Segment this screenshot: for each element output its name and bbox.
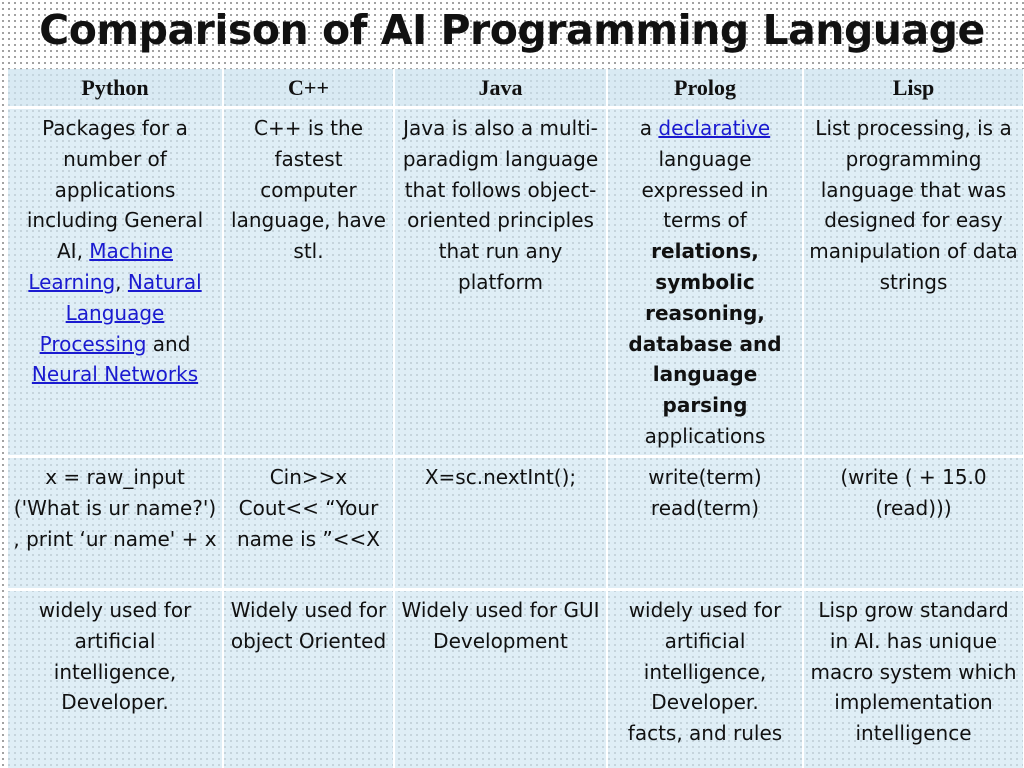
- prolog-syntax-line-2: read(term): [650, 495, 760, 520]
- cell-cpp-usage: Widely used for object Oriented: [223, 590, 394, 768]
- cell-java-syntax: X=sc.nextInt();: [394, 457, 607, 590]
- column-header-prolog: Prolog: [607, 69, 803, 108]
- cell-lisp-features: List processing, is a programming language that was designed for easy manipulation of data strings: [803, 108, 1024, 457]
- prolog-features-text: language expressed in terms of: [641, 146, 769, 233]
- prolog-usage-line-1: widely used for artificial intelligence, Developer.: [628, 598, 782, 715]
- prolog-features-suffix: applications: [644, 423, 766, 448]
- cell-cpp-syntax: [223, 457, 394, 590]
- cell-cpp-features: C++ is the fastest computer language, have stl.: [223, 108, 394, 457]
- cpp-syntax-line-1: Cin>>x: [269, 465, 348, 489]
- header-row: [8, 69, 1024, 108]
- page-title: Comparison of AI Programming Language: [39, 6, 985, 54]
- table-row-features: [8, 108, 1024, 457]
- natural-language-processing-link[interactable]: Natural Language Processing: [39, 269, 202, 356]
- prolog-syntax-line-1: write(term): [648, 465, 762, 489]
- neural-networks-link[interactable]: Neural Networks: [31, 362, 199, 387]
- machine-learning-link[interactable]: Machine Learning: [28, 239, 174, 294]
- column-header-lisp: Lisp: [803, 69, 1024, 108]
- python-features-separator: ,: [115, 269, 128, 294]
- cell-python-usage: widely used for artificial intelligence, Developer.: [8, 590, 223, 768]
- cell-lisp-syntax: (write ( + 15.0 (read))): [803, 457, 1024, 590]
- prolog-usage-line-2: facts, and rules: [627, 721, 783, 746]
- column-header-java: Java: [394, 69, 607, 108]
- cpp-syntax-line-2: Cout<< “Your name is ”<<X: [237, 495, 380, 551]
- prolog-features-prefix: a: [639, 116, 659, 140]
- python-features-text: Packages for a number of applications including General AI,: [26, 116, 204, 264]
- column-header-python: Python: [8, 69, 223, 108]
- declarative-link[interactable]: declarative: [658, 116, 771, 140]
- cell-python-syntax: x = raw_input ('What is ur name?') , print ‘ur name' + x: [8, 457, 223, 590]
- column-header-cpp: C++: [223, 69, 394, 108]
- comparison-table: [8, 69, 1024, 768]
- cell-prolog-syntax: [607, 457, 803, 590]
- table-row-usage: [8, 590, 1024, 768]
- cell-python-features: [8, 108, 223, 457]
- cell-prolog-usage: [607, 590, 803, 768]
- cell-prolog-features: [607, 108, 803, 457]
- cell-java-usage: Widely used for GUI Development: [394, 590, 607, 768]
- cell-lisp-usage: Lisp grow standard in AI. has unique macro system which implementation intelligence: [803, 590, 1024, 768]
- comparison-table-container: [8, 69, 1024, 768]
- table-row-syntax: [8, 457, 1024, 590]
- cell-java-features: Java is also a multi-paradigm language that follows object-oriented principles that run any platform: [394, 108, 607, 457]
- prolog-features-bold-text: relations, symbolic reasoning, database and language parsing: [628, 239, 782, 418]
- python-features-conjunction: and: [146, 331, 191, 356]
